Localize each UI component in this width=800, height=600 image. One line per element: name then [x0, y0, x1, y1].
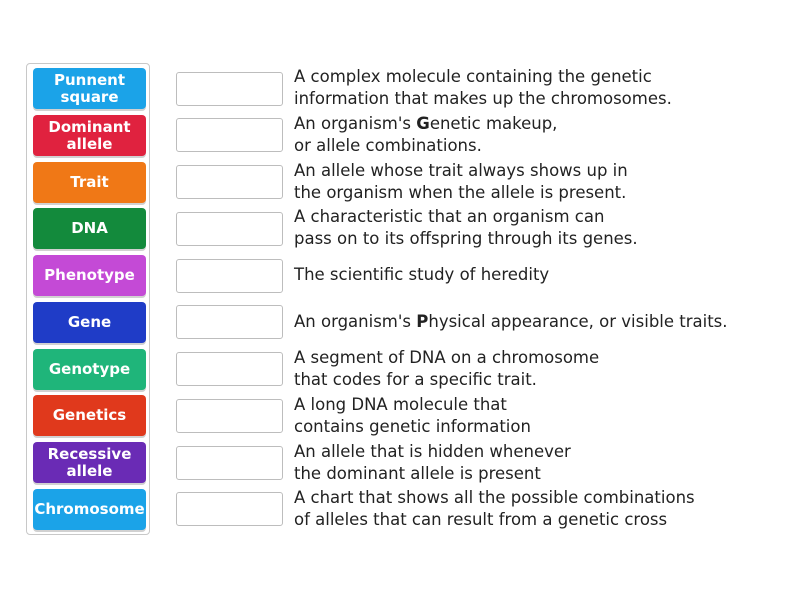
tile-genetics[interactable]: Genetics — [33, 395, 146, 436]
tile-recessive-allele[interactable]: Recessive allele — [33, 442, 146, 483]
drop-slot-6[interactable] — [176, 305, 283, 339]
drop-slot-4[interactable] — [176, 212, 283, 246]
drop-slot-2[interactable] — [176, 118, 283, 152]
definition-4: A characteristic that an organism can pass on to its offspring through its genes. — [294, 207, 638, 248]
tile-gene[interactable]: Gene — [33, 302, 146, 343]
definition-9: An allele that is hidden whenever the dominant allele is present — [294, 442, 571, 483]
definition-7: A segment of DNA on a chromosome that codes for a specific trait. — [294, 348, 600, 389]
tile-genotype[interactable]: Genotype — [33, 349, 146, 390]
definition-1: A complex molecule containing the genetic information that makes up the chromosomes. — [294, 67, 672, 108]
definition-5: The scientific study of heredity — [294, 265, 550, 284]
tile-dna[interactable]: DNA — [33, 208, 146, 249]
drop-slot-5[interactable] — [176, 259, 283, 293]
tile-dominant-allele[interactable]: Dominant allele — [33, 115, 146, 156]
tile-punnent-square[interactable]: Punnent square — [33, 68, 146, 109]
drop-slot-1[interactable] — [176, 72, 283, 106]
definition-10: A chart that shows all the possible combinations of alleles that can result from a genetic cross — [294, 488, 695, 529]
drop-slot-7[interactable] — [176, 352, 283, 386]
definition-2: An organism's Genetic makeup, or allele combinations. — [294, 114, 558, 155]
tile-chromosome[interactable]: Chromosome — [33, 489, 146, 530]
drop-slot-9[interactable] — [176, 446, 283, 480]
tile-trait[interactable]: Trait — [33, 162, 146, 203]
definition-8: A long DNA molecule that contains genetic information — [294, 395, 531, 436]
definition-3: An allele whose trait always shows up in the organism when the allele is present. — [294, 161, 628, 202]
drop-slot-3[interactable] — [176, 165, 283, 199]
drop-slot-8[interactable] — [176, 399, 283, 433]
tile-phenotype[interactable]: Phenotype — [33, 255, 146, 296]
drop-slot-10[interactable] — [176, 492, 283, 526]
definition-6: An organism's Physical appearance, or visible traits. — [294, 312, 728, 331]
